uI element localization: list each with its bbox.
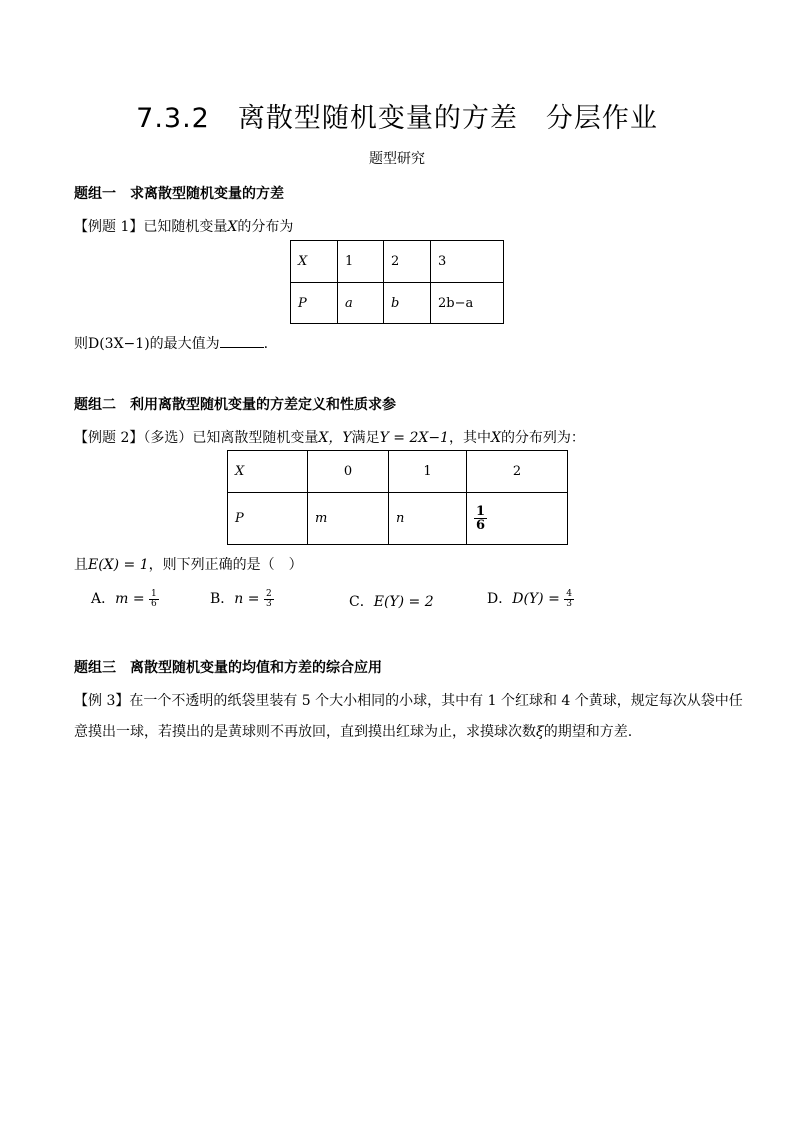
- example1-question-a: 则: [74, 336, 88, 352]
- example2-intro-b: 满足: [351, 430, 380, 446]
- fraction: [474, 505, 487, 532]
- example1-intro-var: X: [227, 219, 238, 235]
- option-a[interactable]: [91, 588, 159, 609]
- example2-intro: [74, 427, 585, 447]
- fraction: [149, 590, 159, 609]
- option-label: B．: [210, 591, 235, 607]
- fraction-denominator: 6: [151, 598, 157, 609]
- table-cell: X: [228, 451, 308, 493]
- table-cell: 0: [308, 451, 389, 493]
- fraction-numerator: 2: [265, 588, 272, 599]
- example2-condition-a: 且: [74, 557, 88, 573]
- example1-intro: [74, 216, 293, 236]
- example3-tag: 【例 3】: [74, 693, 130, 709]
- example3-line2-b: 的期望和方差.: [543, 724, 633, 740]
- table-row: [228, 493, 568, 545]
- example2-condition-expr: E(X) = 1: [88, 557, 149, 573]
- example1-intro-a: 已知随机变量: [143, 219, 228, 235]
- example1-distribution-table: [290, 240, 504, 324]
- fraction-numerator: 1: [476, 504, 486, 519]
- option-expr: n =: [234, 591, 260, 607]
- group1-heading: 题组一 求离散型随机变量的方差: [74, 186, 284, 202]
- table-cell: 2: [467, 451, 568, 493]
- example1-question-b: 的最大值为: [149, 336, 220, 352]
- fraction: [264, 590, 274, 609]
- table-cell: X: [291, 241, 338, 283]
- table-row: [291, 283, 504, 324]
- example1-tag: 【例题 1】: [74, 219, 144, 235]
- example3-line2-var: ξ: [536, 724, 544, 740]
- example1-intro-b: 的分布为: [237, 219, 294, 235]
- table-cell: P: [291, 283, 338, 324]
- option-label: C．: [349, 594, 374, 610]
- example1-question: [74, 333, 268, 353]
- table-cell: 2: [384, 241, 431, 283]
- option-b[interactable]: [210, 588, 274, 609]
- example2-intro-vars: X，Y: [318, 430, 352, 446]
- example2-intro-var2: X: [490, 430, 501, 446]
- group3-heading: 题组三 离散型随机变量的均值和方差的综合应用: [74, 660, 382, 676]
- example3-line2-a: 意摸出一球，若摸出的是黄球则不再放回，直到摸出红球为止，求摸球次数: [74, 724, 536, 740]
- example3-line1-text: 在一个不透明的纸袋里装有 5 个大小相同的小球，其中有 1 个红球和 4 个黄球，规定每次从袋中任: [129, 693, 743, 709]
- table-cell: 1: [389, 451, 467, 493]
- table-cell: 2b−a: [431, 283, 504, 324]
- fraction: [564, 590, 574, 609]
- example3-line1: [74, 690, 743, 710]
- option-c[interactable]: [349, 591, 434, 611]
- table-cell: n: [389, 493, 467, 545]
- answer-blank: [220, 335, 264, 348]
- example2-intro-a: （多选）已知离散型随机变量: [143, 430, 319, 446]
- table-row: [228, 451, 568, 493]
- option-d[interactable]: [487, 588, 574, 609]
- group2-heading: 题组二 利用离散型随机变量的方差定义和性质求参: [74, 397, 396, 413]
- page-subtitle: 题型研究: [369, 151, 425, 167]
- option-expr: E(Y) = 2: [373, 594, 434, 610]
- example2-tag: 【例题 2】: [74, 430, 144, 446]
- example2-condition-b: ，则下列正确的是（ ）: [148, 557, 303, 573]
- table-row: [291, 241, 504, 283]
- table-cell: m: [308, 493, 389, 545]
- example2-intro-d: 的分布列为：: [500, 430, 585, 446]
- table-cell: 3: [431, 241, 504, 283]
- page-title: 7.3.2 离散型随机变量的方差 分层作业: [136, 103, 658, 134]
- fraction-numerator: 1: [151, 588, 157, 599]
- option-expr: D(Y) =: [512, 591, 560, 607]
- option-label: A．: [91, 591, 116, 607]
- table-cell: P: [228, 493, 308, 545]
- example1-question-end: .: [263, 336, 269, 352]
- option-label: D．: [487, 591, 513, 607]
- table-cell: [467, 493, 568, 545]
- example2-condition: [74, 554, 303, 574]
- fraction-denominator: 6: [476, 518, 486, 533]
- example2-distribution-table: [227, 450, 568, 545]
- option-expr: m =: [115, 591, 145, 607]
- fraction-denominator: 3: [265, 598, 272, 609]
- table-cell: a: [338, 283, 384, 324]
- fraction-denominator: 3: [566, 598, 572, 609]
- table-cell: 1: [338, 241, 384, 283]
- example2-intro-c: ，其中: [448, 430, 491, 446]
- example1-question-expr: D(3X−1): [88, 336, 150, 352]
- table-cell: b: [384, 283, 431, 324]
- fraction-numerator: 4: [566, 588, 572, 599]
- example3-line2: [74, 721, 632, 741]
- example2-intro-eq: Y = 2X−1: [379, 430, 449, 446]
